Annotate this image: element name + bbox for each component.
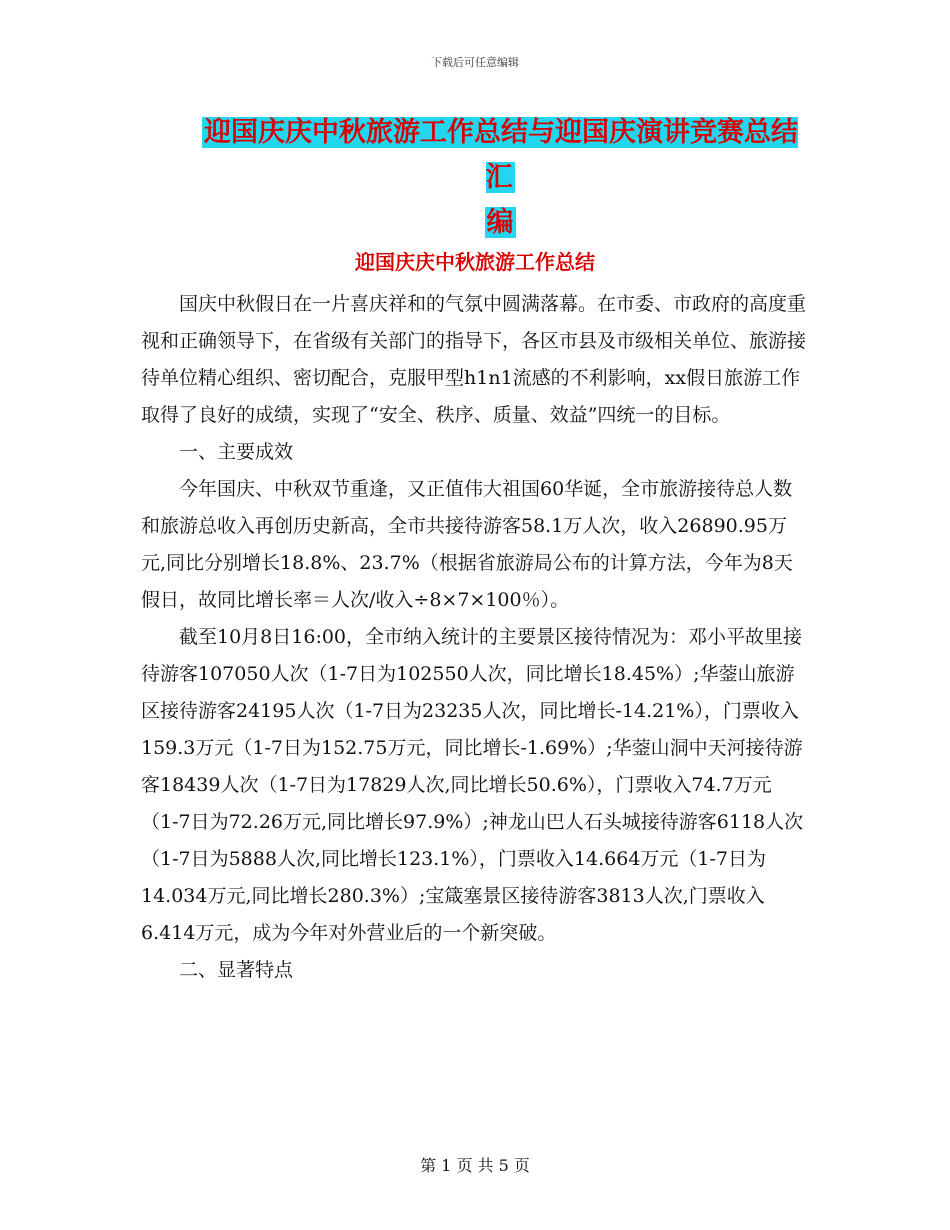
document-body — [141, 286, 809, 989]
paragraph-scenic-stats: 截至10月8日16:00，全市纳入统计的主要景区接待情况为：邓小平故里接待游客107050人次（1-7日为102550人次，同比增长18.45%）;华蓥山旅游区接待游客24195人次（1-7日为23235人次，同比增长-14.21%），门票收入159.3万元（1-7日为152.75万元，同比增长-1.69%）;华蓥山洞中天河接待游客18439人次（1-7日为17829人次,同比增长50.6%），门票收入74.7万元（1-7日为72.26万元,同比增长97.9%）;神龙山巴人石头城接待游客6118人次（1-7日为5888人次,同比增长123.1%），门票收入14.664万元（1-7日为14.034万元,同比增长280.3%）;宝箴塞景区接待游客3813人次,门票收入6.414万元，成为今年对外营业后的一个新突破。 — [141, 626, 804, 944]
heading-features: 二、显著特点 — [179, 959, 294, 981]
section-title: 迎国庆庆中秋旅游工作总结 — [355, 250, 595, 274]
document-title-line-1: 迎国庆庆中秋旅游工作总结与迎国庆演讲竞赛总结汇 — [204, 117, 798, 193]
paragraph-intro: 国庆中秋假日在一片喜庆祥和的气氛中圆满落幕。在市委、市政府的高度重视和正确领导下，在省级有关部门的指导下，各区市县及市级相关单位、旅游接待单位精心组织、密切配合，克服甲型h1n1流感的不利影响，xx假日旅游工作取得了良好的成绩，实现了“安全、秩序、质量、效益”四统一的目标。 — [141, 293, 807, 426]
heading-main-results: 一、主要成效 — [179, 441, 294, 463]
document-title-line-2: 编 — [486, 207, 514, 238]
page-header-note: 下载后可任意编辑 — [431, 56, 519, 69]
page-number: 第 1 页 共 5 页 — [420, 1156, 530, 1175]
document-title — [190, 110, 810, 245]
paragraph-results: 今年国庆、中秋双节重逢，又正值伟大祖国60华诞，全市旅游接待总人数和旅游总收入再创历史新高，全市共接待游客58.1万人次，收入26890.95万元,同比分别增长18.8%、23.7%（根据省旅游局公布的计算方法，今年为8天假日，故同比增长率＝人次/收入÷8×7×100％）。 — [141, 478, 793, 611]
